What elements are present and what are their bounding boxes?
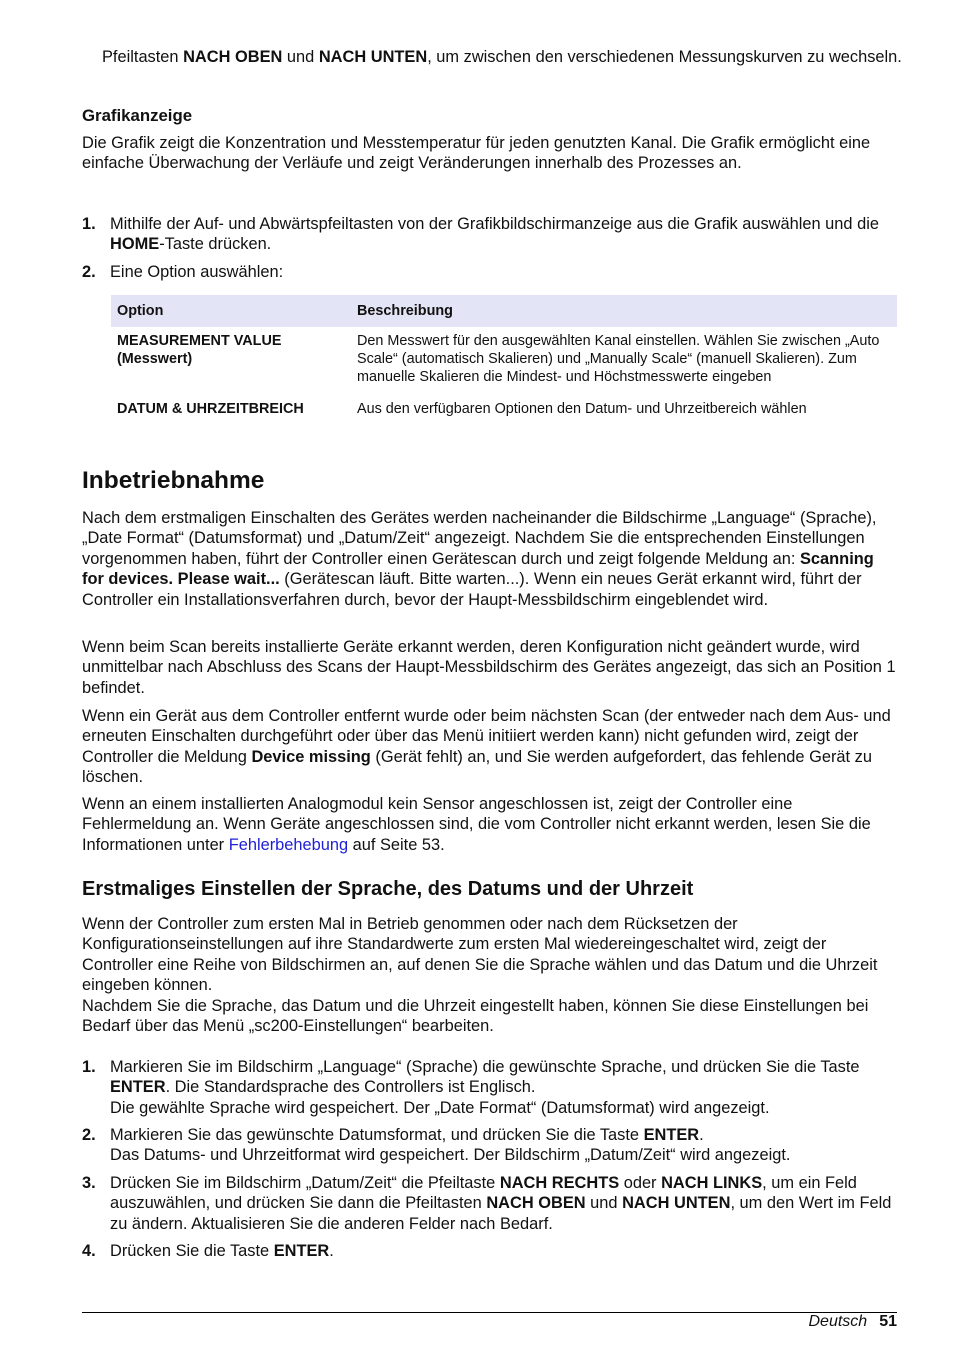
graph-description: Die Grafik zeigt die Konzentration und Messtemperatur für jeden genutzten Kanal. Die Grafik ermöglicht eine einfache Überwachung der Verläufe und zeigt Veränderungen innerhalb des Prozesses an. <box>82 134 871 173</box>
key-name: NACH RECHTS <box>499 1174 620 1192</box>
text-fragment: (Gerätescan läuft. Bitte warten...). Wenn ein neues Gerät erkannt wird, führt der Controller ein Installationsverfahren durch, bevor der Haupt-Messbildschirm eingeblendet wird. <box>82 570 862 609</box>
options-table <box>111 295 897 418</box>
table-cell-description: Aus den verfügbaren Optionen den Datum- und Uhrzeitbereich wählen <box>357 401 807 417</box>
text-fragment: Markieren Sie im Bildschirm „Language“ (Sprache) die gewünschte Sprache, und drücken Sie die Taste <box>110 1058 860 1076</box>
graph-step-2 <box>82 262 897 282</box>
table-cell-option: DATUM & UHRZEITBREICH <box>117 401 304 417</box>
step-result: Die gewählte Sprache wird gespeichert. Der „Date Format“ (Datumsformat) wird angezeigt. <box>110 1098 770 1117</box>
text-fragment: Nach dem erstmaligen Einschalten des Gerätes werden nacheinander die Bildschirme „Language“ (Sprache), „Date Format“ (Datumsformat) und „Datum/Zeit“ angezeigt. Nachdem Sie die entsprechenden Einstellungen vorgenommen haben, führt der Controller einen Gerätescan durch und zeigt folgende Meldung an: <box>82 509 877 568</box>
page-number: 51 <box>879 1313 897 1330</box>
text-fragment: und <box>282 48 319 66</box>
table-header-option: Option <box>111 295 351 327</box>
text-fragment: auf Seite 53. <box>348 835 445 854</box>
table-cell-description: Den Messwert für den ausgewählten Kanal einstellen. Wählen Sie zwischen „Auto Scale“ (automatisch Skalieren) und „Manually Scale“ (manuell Skalieren). Zum manuelle Skalieren die Mindest- und Höchstmesswerte eingeben <box>357 333 880 385</box>
text-fragment: Wenn ein Gerät aus dem Controller entfernt wurde oder beim nächsten Scan (der entweder nach dem Aus- und erneuten Einschalten durchgeführt oder über das Menü initiiert werden kann) nicht gefunden wird, zeigt der Controller die Meldung <box>82 707 891 766</box>
text-fragment: . <box>329 1242 334 1260</box>
text-fragment: (Gerät fehlt) an, und Sie werden aufgefordert, das fehlende Gerät zu löschen. <box>82 747 872 787</box>
language-step-4 <box>82 1241 897 1261</box>
key-name: ENTER <box>110 1078 166 1097</box>
step-number: 1. <box>82 215 96 233</box>
language-setup-paragraph-1: Wenn der Controller zum ersten Mal in Betrieb genommen oder nach dem Rücksetzen der Konfigurationseinstellungen auf ihre Standardwerte zum ersten Mal wiedereingeschaltet wird, zeigt der Controller eine Reihe von Bildschirmen an, auf denen Sie die Sprache wählen und das Datum und die Uhrzeit eingeben können. <box>82 915 878 995</box>
table-header-row <box>111 295 897 327</box>
text-fragment: . Die Standardsprache des Controllers ist Englisch. <box>165 1078 536 1097</box>
page-footer <box>809 1312 898 1332</box>
troubleshooting-link[interactable]: Fehlerbehebung <box>228 835 349 854</box>
step-result: Das Datums- und Uhrzeitformat wird gespeichert. Der Bildschirm „Datum/Zeit“ wird angezeigt. <box>110 1146 791 1165</box>
table-row <box>111 327 897 386</box>
text-fragment: -Taste drücken. <box>159 235 272 254</box>
text-fragment: , um zwischen den verschiedenen Messungskurven zu wechseln. <box>427 48 902 66</box>
text-fragment: , um ein Feld auszuwählen, und drücken Sie dann die Pfeiltasten <box>110 1174 857 1213</box>
key-name: ENTER <box>643 1126 700 1144</box>
language-setup-paragraph-2: Nachdem Sie die Sprache, das Datum und die Uhrzeit eingestellt haben, können Sie diese Einstellungen bei Bedarf über das Menü „sc200-Einstellungen“ bearbeiten. <box>82 997 869 1036</box>
text-fragment: Markieren Sie das gewünschte Datumsformat, und drücken Sie die Taste <box>110 1126 644 1144</box>
key-name: NACH OBEN <box>183 48 283 66</box>
commissioning-paragraph-4 <box>82 794 897 855</box>
step-number: 4. <box>82 1242 96 1260</box>
table-header-description: Beschreibung <box>351 295 897 327</box>
footer-divider <box>82 1312 897 1313</box>
message-text: Device missing <box>251 747 371 766</box>
key-name: ENTER <box>273 1242 330 1260</box>
commissioning-paragraph-3 <box>82 706 897 788</box>
message-text: Scanning for devices. Please wait... <box>82 549 874 589</box>
key-name: NACH LINKS <box>661 1174 763 1192</box>
text-fragment: . <box>699 1126 704 1144</box>
text-fragment: , um den Wert im Feld zu ändern. Aktualisieren Sie die anderen Felder nach Bedarf. <box>110 1194 892 1233</box>
commissioning-paragraph-2: Wenn beim Scan bereits installierte Geräte erkannt werden, deren Konfiguration nicht geändert wurde, wird unmittelbar nach Abschluss des Scans der Haupt-Messbildschirm des Gerätes angezeigt, das sich an Position 1 befindet. <box>82 638 896 697</box>
text-fragment: Drücken Sie die Taste <box>110 1242 274 1260</box>
text-fragment: Mithilfe der Auf- und Abwärtspfeiltasten von der Grafikbildschirmanzeige aus die Grafik auswählen und die <box>110 215 879 233</box>
step-text: Eine Option auswählen: <box>110 263 284 281</box>
text-fragment: Pfeiltasten <box>102 48 184 66</box>
graph-step-1 <box>82 214 897 255</box>
key-name: NACH UNTEN <box>318 48 428 66</box>
language-step-1 <box>82 1057 897 1118</box>
section-heading-grafikanzeige: Grafikanzeige <box>82 106 193 125</box>
text-fragment: Wenn an einem installierten Analogmodul kein Sensor angeschlossen ist, zeigt der Controller eine Fehlermeldung an. Wenn Geräte angeschlossen sind, die vom Controller nicht erkannt werden, lesen Sie die Informationen unter <box>82 795 871 854</box>
table-cell-option: MEASUREMENT VALUE (Messwert) <box>117 333 282 367</box>
section-heading-language-setup: Erstmaliges Einstellen der Sprache, des Datums und der Uhrzeit <box>82 878 694 900</box>
step-number: 2. <box>82 263 96 281</box>
key-name: HOME <box>110 235 160 254</box>
key-name: NACH UNTEN <box>622 1194 731 1213</box>
step-number: 1. <box>82 1058 96 1076</box>
text-fragment: Drücken Sie im Bildschirm „Datum/Zeit“ die Pfeiltaste <box>110 1174 500 1192</box>
language-step-3 <box>82 1173 897 1234</box>
commissioning-paragraph-1 <box>82 508 897 610</box>
text-fragment: oder <box>619 1174 662 1192</box>
intro-paragraph <box>102 47 902 67</box>
step-number: 3. <box>82 1174 96 1192</box>
table-row <box>111 386 897 418</box>
text-fragment: und <box>585 1194 623 1213</box>
footer-language: Deutsch <box>808 1313 868 1330</box>
section-heading-inbetriebnahme: Inbetriebnahme <box>82 467 265 494</box>
key-name: NACH OBEN <box>486 1194 586 1213</box>
step-number: 2. <box>82 1126 96 1144</box>
language-step-2 <box>82 1125 897 1166</box>
